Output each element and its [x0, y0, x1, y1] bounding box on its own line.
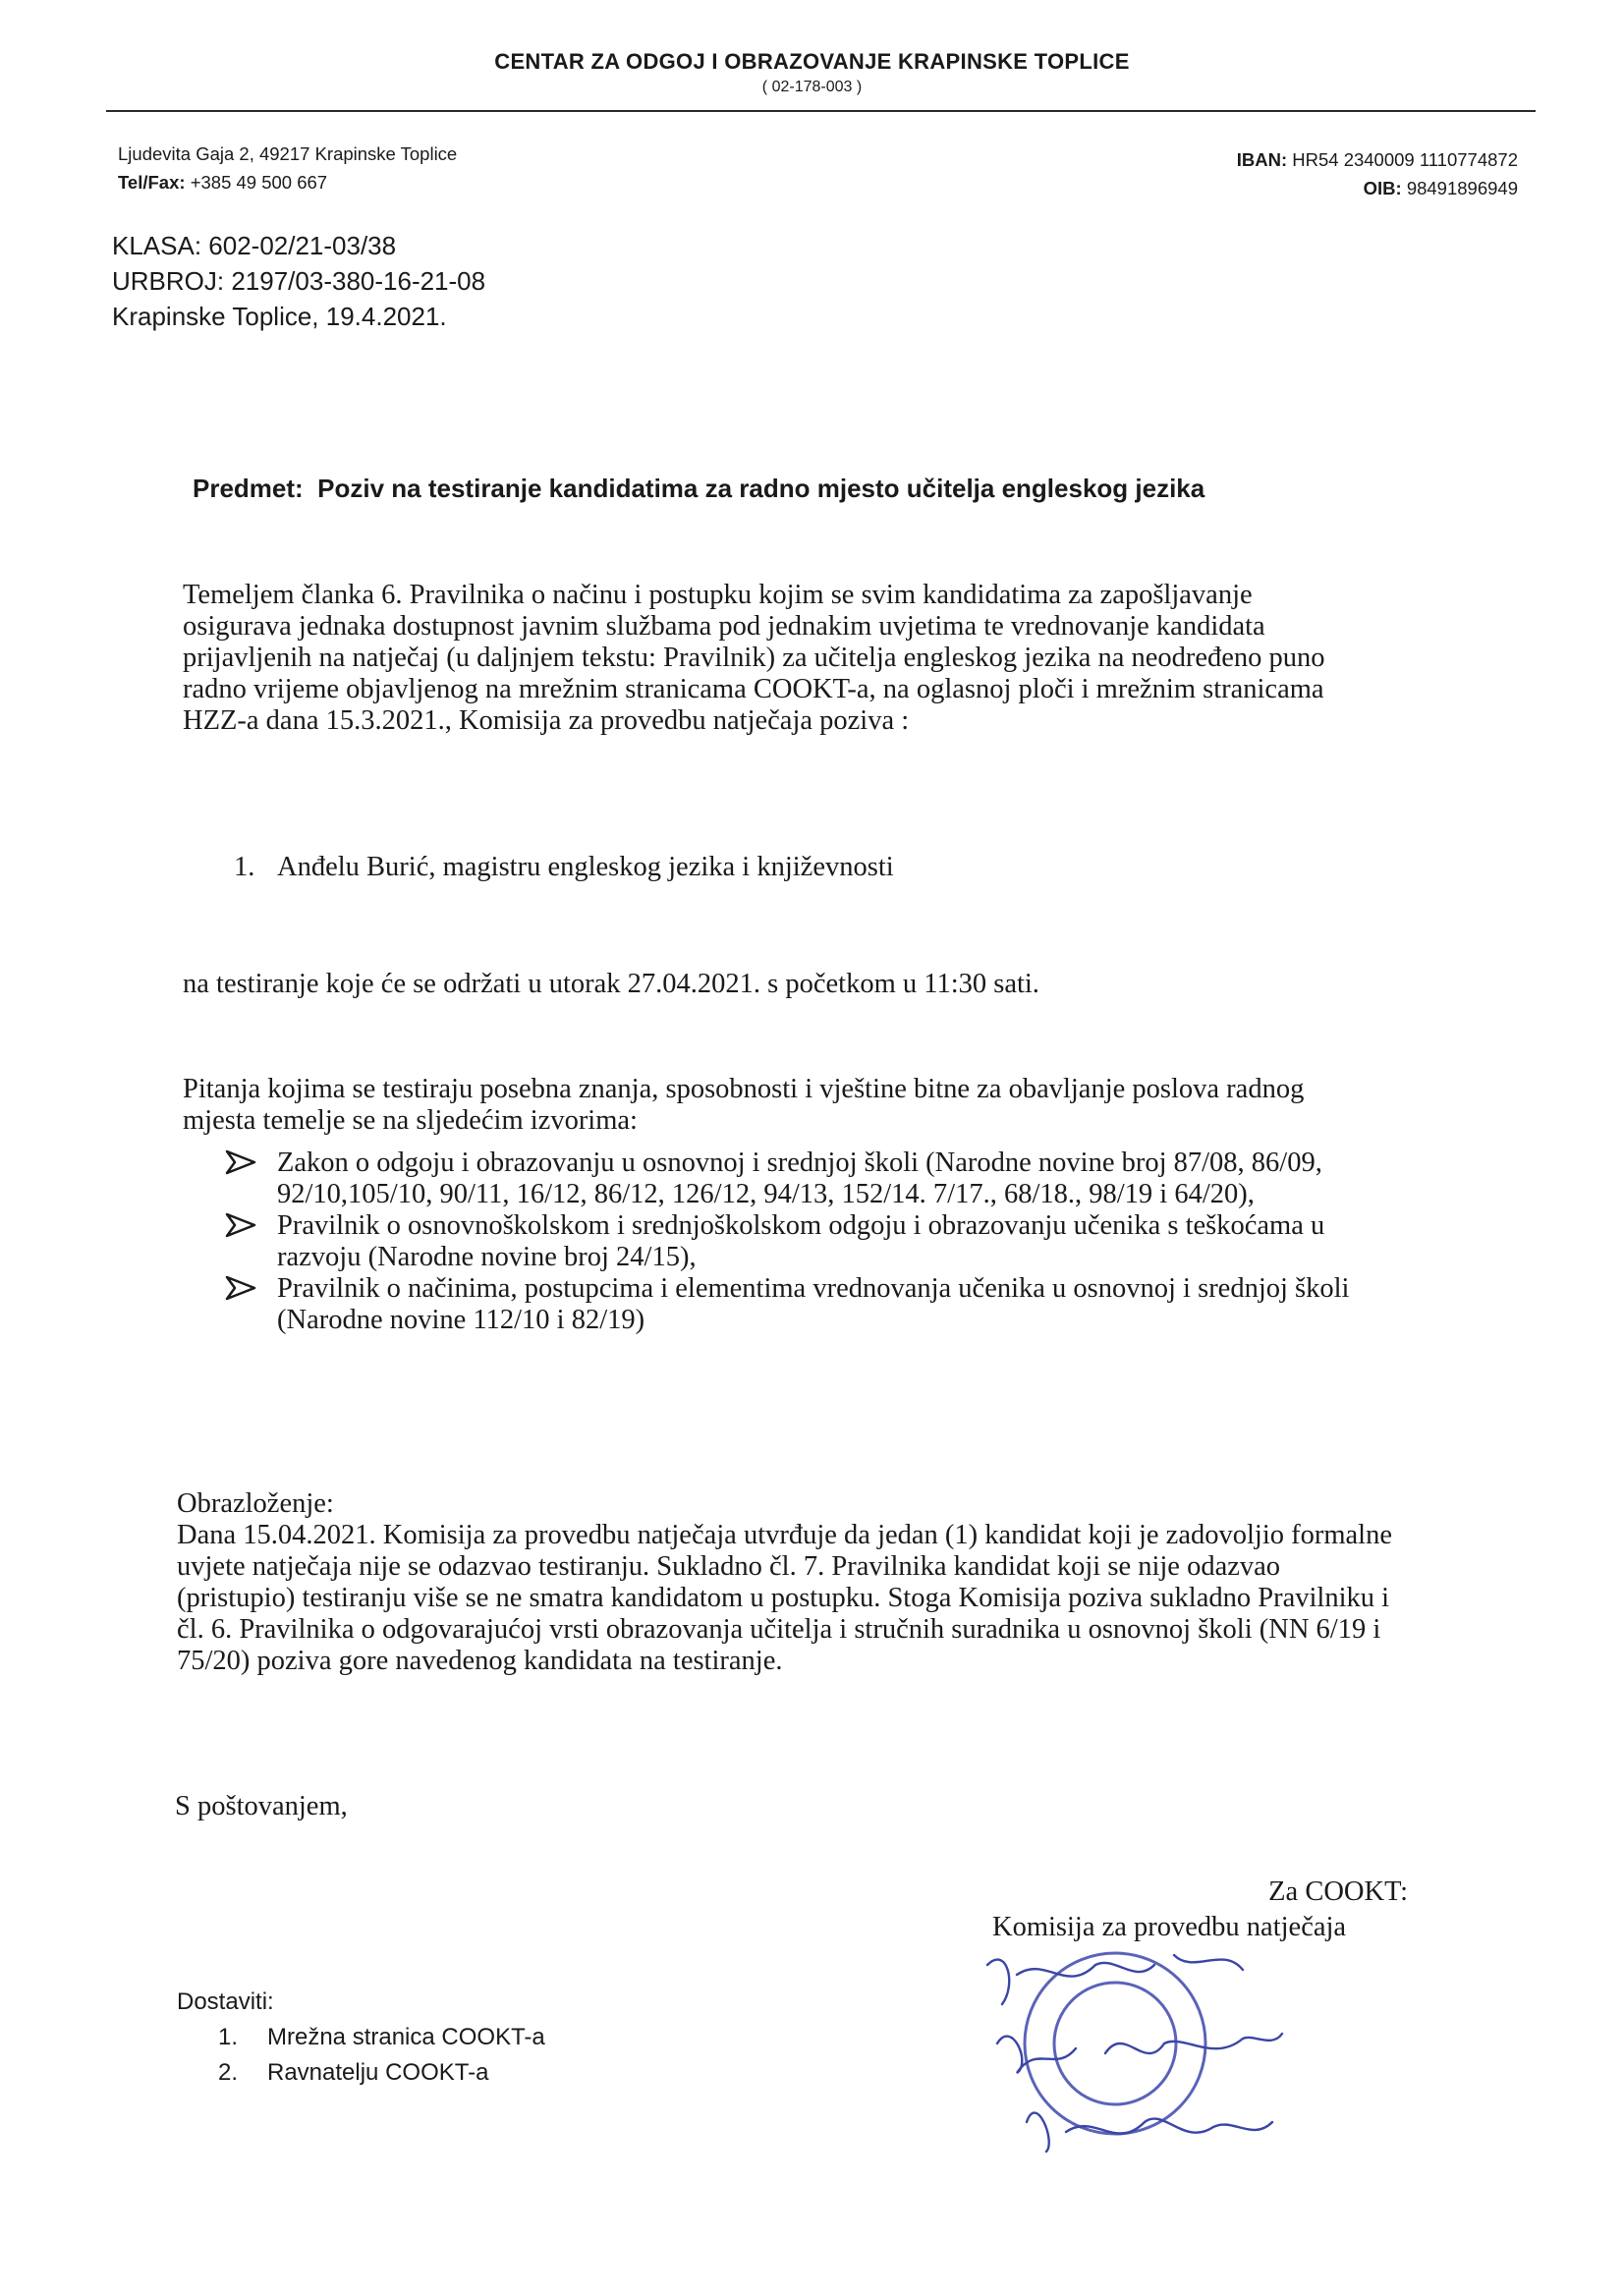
- list-item: [177, 2055, 545, 2091]
- source-text: Pravilnik o osnovnoškolskom i srednjoškolskom odgoju i obrazovanju učenika s teškoćama u razvoju (Narodne novine broj 24/15),: [277, 1210, 1325, 1272]
- explanation-text: Dana 15.04.2021. Komisija za provedbu natječaja utvrđuje da jedan (1) kandidat koji je zadovoljio formalne uvjete natječaja nije se odazvao testiranju. Sukladno čl. 7. Pravilnika kandidat koji se nije odazvao (pristupio) testiranju više se ne smatra kandidatom u postupku. Stoga Komisija poziva sukladno Pravilniku i čl. 6. Pravilnika o odgovarajućoj vrsti obrazovanja učitelja i stručnih suradnika u osnovnoj školi (NN 6/19 i 75/20) poziva gore navedenog kandidata na testiranje.: [177, 1520, 1392, 1676]
- list-item: [224, 1210, 1383, 1273]
- questions-intro: Pitanja kojima se testiraju posebna znanja, sposobnosti i vještine bitne za obavljanje poslova radnog mjesta temelje se na sljedećim izvorima:: [183, 1074, 1305, 1136]
- klasa: KLASA: 602-02/21-03/38: [112, 231, 397, 260]
- telfax: [118, 168, 457, 196]
- arrow-bullet-icon: [224, 1212, 257, 1238]
- signature-for: Za COOKT:: [1268, 1876, 1408, 1907]
- subject-label: Predmet:: [193, 474, 304, 503]
- telfax-value: +385 49 500 667: [190, 172, 328, 193]
- intro-paragraph: Temeljem članka 6. Pravilnika o načinu i postupku kojim se svim kandidatima za zapošljavanje osigurava jednaka dostupnost javnim službama pod jednakim uvjetima te vrednovanje kandidata prijavljenih na natječaj (u daljnjem tekstu: Pravilnik) za učitelja engleskog jezika na neodređeno puno radno vrijeme objavljenog na mrežnim stranicama COOKT-a, na oglasnoj ploči i mrežnim stranicama HZZ-a dana 15.3.2021., Komisija za provedbu natječaja poziva :: [183, 580, 1325, 736]
- explanation-label: Obrazloženje:: [177, 1488, 334, 1519]
- bank-ids-block: [1237, 145, 1518, 202]
- institution-code: ( 02-178-003 ): [761, 79, 863, 95]
- contact-block: [118, 140, 457, 196]
- subject-line: [193, 474, 1204, 504]
- telfax-label: Tel/Fax:: [118, 172, 186, 193]
- oib: [1237, 174, 1518, 202]
- arrow-bullet-icon: [224, 1275, 257, 1301]
- delivery-label: Dostaviti:: [177, 1988, 274, 2015]
- list-item: [177, 2020, 545, 2055]
- urbroj: URBROJ: 2197/03-380-16-21-08: [112, 266, 486, 296]
- delivery-text: Ravnatelju COOKT-a: [267, 2059, 489, 2086]
- delivery-number: 1.: [218, 2024, 239, 2050]
- delivery-number: 2.: [218, 2059, 239, 2086]
- testing-paragraph: na testiranje koje će se održati u utorak 27.04.2021. s početkom u 11:30 sati.: [183, 969, 1039, 999]
- reference-block: [112, 228, 485, 334]
- official-stamp-and-signatures: [958, 1926, 1292, 2181]
- header-divider: [106, 110, 1536, 112]
- candidate-name: Anđelu Burić, magistru engleskog jezika i književnosti: [277, 852, 894, 882]
- institution-name: CENTAR ZA ODGOJ I OBRAZOVANJE KRAPINSKE TOPLICE: [494, 49, 1130, 74]
- explanation-block: [177, 1488, 1395, 1677]
- address: Ljudevita Gaja 2, 49217 Krapinske Toplice: [118, 143, 458, 164]
- source-text: Pravilnik o načinima, postupcima i elementima vrednovanja učenika u osnovnoj i srednjoj školi (Narodne novine 112/10 i 82/19): [277, 1273, 1350, 1335]
- oib-label: OIB:: [1363, 178, 1402, 198]
- candidate-number: 1.: [234, 852, 255, 882]
- iban-value: HR54 2340009 1110774872: [1292, 149, 1518, 170]
- list-item: [224, 1273, 1383, 1336]
- closing: S poštovanjem,: [175, 1791, 348, 1821]
- candidate-item: [234, 852, 894, 883]
- subject-text: Poziv na testiranje kandidatima za radno mjesto učitelja engleskog jezika: [317, 474, 1205, 503]
- iban-label: IBAN:: [1236, 149, 1288, 170]
- arrow-bullet-icon: [224, 1149, 257, 1175]
- source-text: Zakon o odgoju i obrazovanju u osnovnoj i srednjoj školi (Narodne novine broj 87/08, 86/09, 92/10,105/10, 90/11, 16/12, 86/12, 126/12, 94/13, 152/14. 7/17., 68/18., 98/19 i 64/20),: [277, 1148, 1322, 1209]
- oib-value: 98491896949: [1406, 178, 1518, 198]
- sources-list: [224, 1148, 1383, 1336]
- list-item: [224, 1148, 1383, 1210]
- delivery-text: Mrežna stranica COOKT-a: [267, 2024, 545, 2050]
- signature-committee: Komisija za provedbu natječaja: [992, 1912, 1347, 1942]
- iban: [1237, 145, 1518, 174]
- place-date: Krapinske Toplice, 19.4.2021.: [112, 302, 447, 331]
- delivery-block: [177, 1985, 545, 2091]
